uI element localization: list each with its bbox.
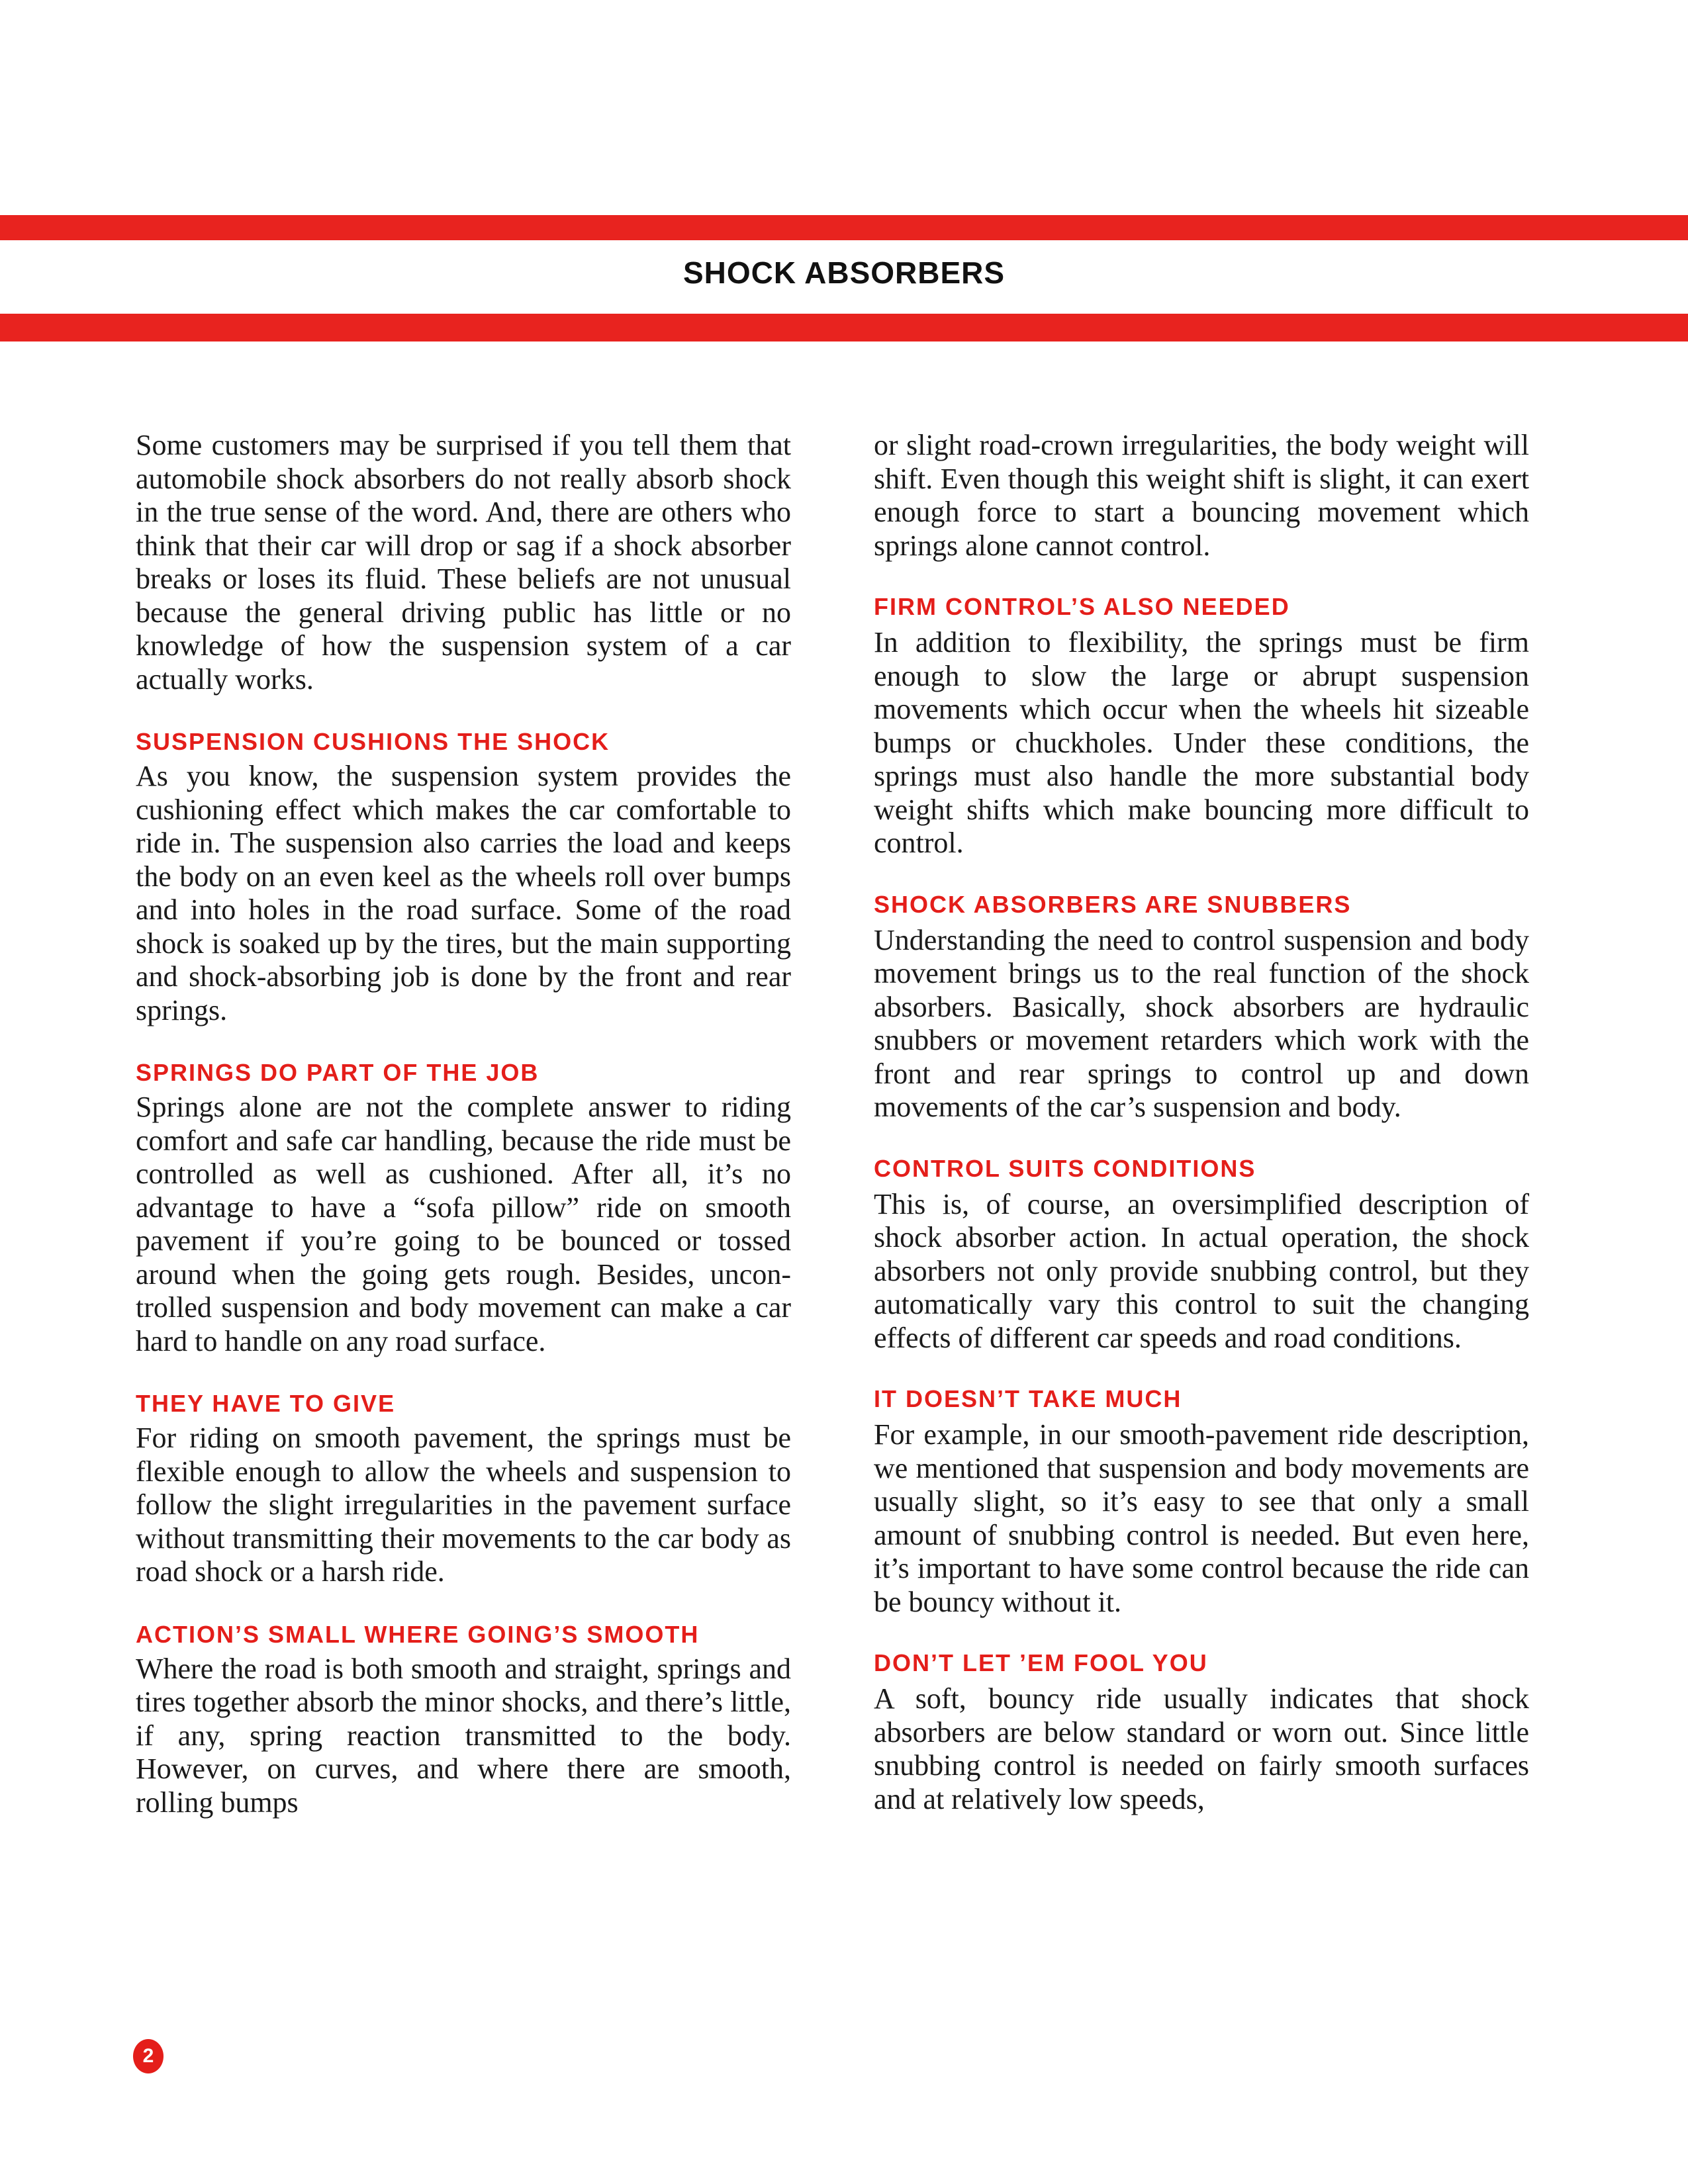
section-body: Understanding the need to control suspension and body movement brings us to the real function of the shock absorbers. Basically, shock absorbers are hydraulic snubbers or movement retarders which work with the front and rear springs to control up and down movements of the car’s suspension and body.	[874, 923, 1529, 1123]
section-heading: CONTROL SUITS CONDITIONS	[874, 1154, 1256, 1182]
section-heading: SUSPENSION CUSHIONS THE SHOCK	[136, 728, 610, 755]
section-body: For riding on smooth pavement, the springs must be flexible enough to allow the wheels and suspension to follow the slight irregularities in the pavement surface without transmitting their movements to the car body as road shock or a harsh ride.	[136, 1422, 791, 1588]
section-heading: FIRM CONTROL’S ALSO NEEDED	[874, 593, 1290, 620]
header-band-top	[0, 215, 1688, 240]
intro-paragraph: Some customers may be surprised if you tell them that automobile shock absorbers do not really absorb shock in the true sense of the word. And, there are others who think that their car will drop or sag if a shock absorber breaks or loses its fluid. These beliefs are not unusual because the general driving public has little or no knowledge of how the suspension system of a car actually works.	[136, 429, 791, 696]
section-body: Springs alone are not the complete answer to riding comfort and safe car handling, because the ride must be controlled as well as cushioned. After all, it’s no advantage to have a “sofa pillow” ride on smooth pavement if you’re going to be bounced or tossed around when the going gets rough. Besides, uncontrolled suspension and body movement can make a car hard to handle on any road surface.	[136, 1091, 791, 1357]
section-body: This is, of course, an oversimplified description of shock absorber action. In actual operation, the shock absorbers not only provide snubbing control, but they automatically vary this control to suit the changing effects of different car speeds and road conditions.	[874, 1187, 1529, 1354]
left-column	[136, 429, 791, 1819]
section-body: For example, in our smooth-pavement ride description, we mentioned that suspension and body movements are usually slight, so it’s easy to see that only a small amount of snubbing control is needed. But even here, it’s important to have some control because the ride can be bouncy without it.	[874, 1418, 1529, 1618]
section-body: As you know, the suspension system provides the cushioning effect which makes the car comfortable to ride in. The suspension also carries the load and keeps the body on an even keel as the wheels roll over bumps and into holes in the road surface. Some of the road shock is soaked up by the tires, but the main supporting and shock-absorbing job is done by the front and rear springs.	[136, 760, 791, 1026]
section-body: A soft, bouncy ride usually indicates that shock absorbers are below standard or worn out. Since little snubbing control is needed on fairly smooth surfaces and at relatively low speeds,	[874, 1682, 1529, 1815]
section-heading: THEY HAVE TO GIVE	[136, 1390, 396, 1417]
section-heading: IT DOESN’T TAKE MUCH	[874, 1385, 1182, 1412]
section-heading: SPRINGS DO PART OF THE JOB	[136, 1059, 539, 1086]
continued-paragraph: or slight road-crown irregularities, the body weight will shift. Even though this weight shift is slight, it can exert enough force to start a bouncing movement which springs alone cannot control.	[874, 429, 1529, 562]
section-body: Where the road is both smooth and straight, springs and tires together absorb the minor shocks, and there’s little, if any, spring reaction transmitted to the body. However, on curves, and where there are smooth, rolling bumps	[136, 1652, 791, 1819]
section-heading: SHOCK ABSORBERS ARE SNUBBERS	[874, 890, 1352, 918]
section-heading: DON’T LET ’EM FOOL YOU	[874, 1649, 1208, 1676]
page-number-badge: 2	[133, 2039, 164, 2073]
page-title: SHOCK ABSORBERS	[682, 255, 1006, 290]
section-heading: ACTION’S SMALL WHERE GOING’S SMOOTH	[136, 1620, 700, 1648]
header-band-bottom	[0, 314, 1688, 341]
right-column	[874, 429, 1529, 1816]
section-body: In addition to flexibility, the springs must be firm enough to slow the large or abrupt suspension movements which occur when the wheels hit sizeable bumps or chuckholes. Under these conditions, the springs must also handle the more substantial body weight shifts which make bouncing more difficult to control.	[874, 626, 1529, 859]
